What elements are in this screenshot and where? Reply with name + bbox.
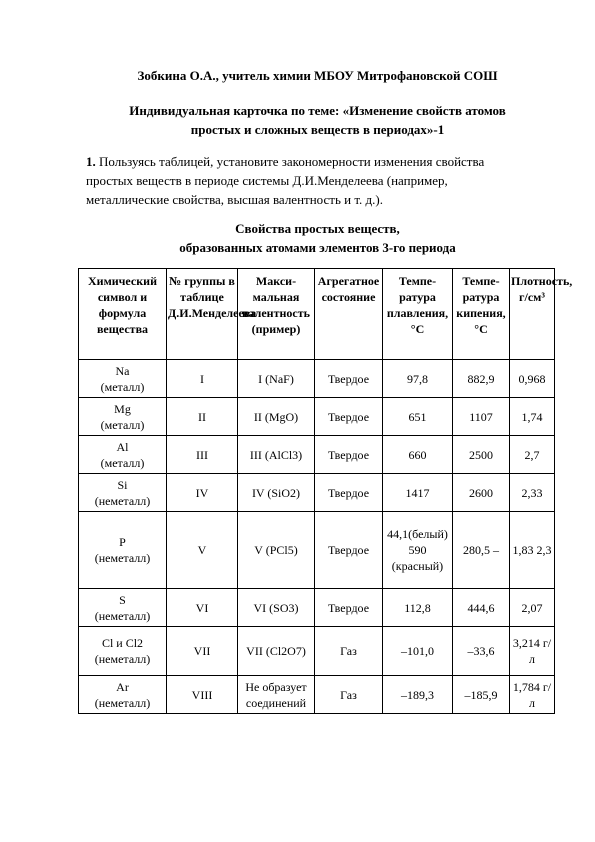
col-header-density: Плотность, г/см³ <box>510 269 555 360</box>
author-line: Зобкина О.А., учитель химии МБОУ Митрофановской СОШ <box>137 68 498 83</box>
cell-melting: 651 <box>383 398 453 436</box>
col-header-state: Агрегатное состояние <box>315 269 383 360</box>
cell-density: 3,214 г/л <box>510 627 555 676</box>
table-row <box>79 512 555 589</box>
table-title <box>0 219 595 257</box>
card-title-line-1: Индивидуальная карточка по теме: «Изменение свойств атомов <box>129 103 506 118</box>
cell-symbol: S (неметалл) <box>79 589 167 627</box>
table-title-line-1: Свойства простых веществ, <box>235 221 400 236</box>
cell-symbol: Ar (неметалл) <box>79 676 167 714</box>
cell-valence: III (AlCl3) <box>238 436 315 474</box>
cell-boiling: 1107 <box>453 398 510 436</box>
col-header-group: № группы в таблице Д.И.Менделеева <box>167 269 238 360</box>
cell-valence: Не образует соединений <box>238 676 315 714</box>
cell-symbol: Na (металл) <box>79 360 167 398</box>
cell-melting: 97,8 <box>383 360 453 398</box>
cell-valence: IV (SiO2) <box>238 474 315 512</box>
cell-valence: II (MgO) <box>238 398 315 436</box>
cell-valence: V (PCl5) <box>238 512 315 589</box>
cell-melting: –101,0 <box>383 627 453 676</box>
table-row <box>79 627 555 676</box>
cell-state: Твердое <box>315 474 383 512</box>
cell-group: IV <box>167 474 238 512</box>
card-title-line-2: простых и сложных веществ в периодах»-1 <box>190 122 445 137</box>
cell-density: 2,07 <box>510 589 555 627</box>
cell-state: Твердое <box>315 512 383 589</box>
cell-boiling: –185,9 <box>453 676 510 714</box>
cell-symbol: Si (неметалл) <box>79 474 167 512</box>
cell-boiling: 280,5 – <box>453 512 510 589</box>
cell-group: V <box>167 512 238 589</box>
cell-group: III <box>167 436 238 474</box>
table-header-row <box>79 269 555 360</box>
cell-melting: 44,1(белый) 590 (красный) <box>383 512 453 589</box>
cell-boiling: –33,6 <box>453 627 510 676</box>
cell-density: 1,784 г/л <box>510 676 555 714</box>
table-row <box>79 436 555 474</box>
cell-valence: VI (SO3) <box>238 589 315 627</box>
cell-melting: 1417 <box>383 474 453 512</box>
cell-melting: –189,3 <box>383 676 453 714</box>
cell-valence: I (NaF) <box>238 360 315 398</box>
cell-density: 2,33 <box>510 474 555 512</box>
properties-table <box>78 268 573 714</box>
cell-group: VI <box>167 589 238 627</box>
cell-density: 1,74 <box>510 398 555 436</box>
task-text: Пользуясь таблицей, установите закономерности изменения свойства простых веществ в периоде системы Д.И.Менделеева (например, металлические свойства, высшая валентность и т. д.). <box>86 154 485 207</box>
col-header-valence: Макси-мальная валентность (пример) <box>238 269 315 360</box>
table-row <box>79 676 555 714</box>
cell-melting: 112,8 <box>383 589 453 627</box>
cell-state: Газ <box>315 627 383 676</box>
cell-symbol: Mg (металл) <box>79 398 167 436</box>
cell-group: VIII <box>167 676 238 714</box>
table-row <box>79 398 555 436</box>
table-row <box>79 474 555 512</box>
cell-boiling: 882,9 <box>453 360 510 398</box>
cell-density: 0,968 <box>510 360 555 398</box>
cell-state: Газ <box>315 676 383 714</box>
cell-state: Твердое <box>315 589 383 627</box>
cell-melting: 660 <box>383 436 453 474</box>
cell-symbol: P (неметалл) <box>79 512 167 589</box>
cell-state: Твердое <box>315 398 383 436</box>
cell-boiling: 444,6 <box>453 589 510 627</box>
cell-density: 2,7 <box>510 436 555 474</box>
cell-valence: VII (Cl2O7) <box>238 627 315 676</box>
cell-state: Твердое <box>315 360 383 398</box>
task-number: 1. <box>86 154 96 169</box>
cell-state: Твердое <box>315 436 383 474</box>
cell-density: 1,83 2,3 <box>510 512 555 589</box>
col-header-boiling: Темпе-ратура кипения, °С <box>453 269 510 360</box>
task-paragraph <box>86 152 526 209</box>
table-row <box>79 360 555 398</box>
cell-boiling: 2600 <box>453 474 510 512</box>
cell-boiling: 2500 <box>453 436 510 474</box>
cell-symbol: Al (металл) <box>79 436 167 474</box>
col-header-symbol: Химический символ и формула вещества <box>79 269 167 360</box>
col-header-melting: Темпе-ратура плавления, °С <box>383 269 453 360</box>
card-title <box>0 101 595 139</box>
cell-group: II <box>167 398 238 436</box>
cell-group: VII <box>167 627 238 676</box>
cell-group: I <box>167 360 238 398</box>
cell-symbol: Cl и Cl2 (неметалл) <box>79 627 167 676</box>
table-title-line-2: образованных атомами элементов 3-го периода <box>179 240 456 255</box>
table-row <box>79 589 555 627</box>
